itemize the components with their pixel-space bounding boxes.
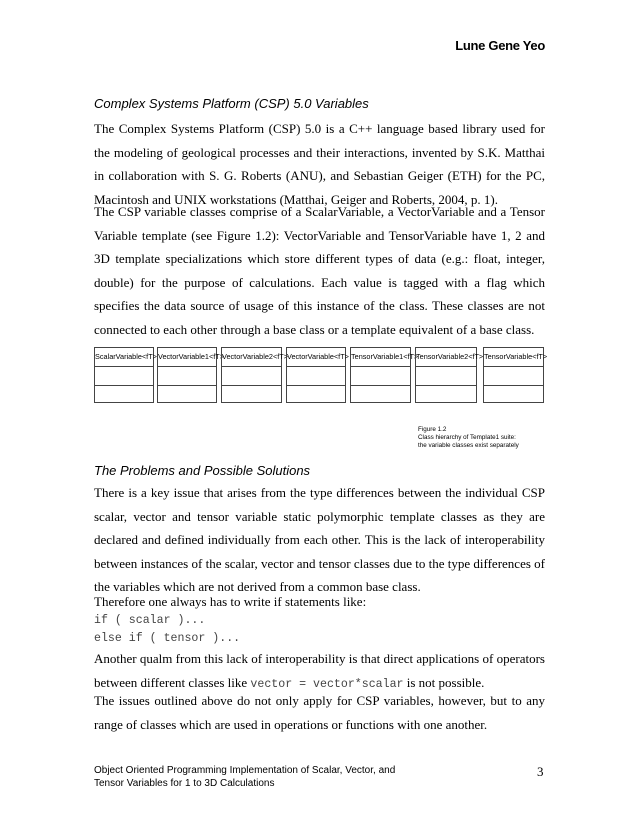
- operators-text: Another qualm from this lack of interoperability is that direct applications of operators between different classes like: [94, 651, 545, 690]
- class-box-label: TensorVariable<fT>: [484, 348, 543, 367]
- class-box-tensor1: [350, 347, 419, 403]
- statement-intro: Therefore one always has to write if statements like:: [94, 594, 367, 609]
- page-number: 3: [537, 764, 544, 779]
- footer-line: Object Oriented Programming Implementation of Scalar, Vector, and: [94, 765, 396, 776]
- code-line-scalar: if ( scalar )...: [94, 614, 206, 627]
- class-box-vector: [286, 347, 349, 403]
- class-box-label: VectorVariable<fT>: [287, 348, 345, 367]
- footer-line: Tensor Variables for 1 to 3D Calculations: [94, 778, 275, 789]
- caption-line: Class hierarchy of Template1 suite:: [418, 434, 516, 441]
- operators-text-end: is not possible.: [403, 674, 485, 690]
- paragraph-csp-classes: The CSP variable classes comprise of a ScalarVariable, a VectorVariable and a Tensor Variable template (see Figure 1.2): VectorVariable and TensorVariable have 1, 2 and 3D template specializations which store different types of data (e.g.: float, integer, double) for the purpose of calculations. Each value is tagged with a flag which specifies the data source of usage of this instance of the class. These classes are not connected to each other through a base class or a template equivalent of a base class.: [94, 204, 545, 337]
- class-box-vector1: [157, 347, 224, 403]
- class-box-tensor2: [415, 347, 484, 403]
- footer-title: [94, 764, 395, 790]
- figure-caption: [418, 426, 519, 450]
- class-box-label: VectorVariable1<fT>: [158, 348, 216, 367]
- caption-title: Figure 1.2: [418, 426, 447, 433]
- section-heading-csp: Complex Systems Platform (CSP) 5.0 Variables: [94, 96, 369, 111]
- paragraph-csp-intro: The Complex Systems Platform (CSP) 5.0 is a C++ language based library used for the modeling of geological processes and their interactions, invented by S.K. Matthai in collaboration with S. G. Roberts (ANU), and Sebastian Geiger (ETH) for the PC, Macintosh and UNIX workstations (Matthai, Geiger and Roberts, 2004, p. 1).: [94, 121, 545, 207]
- caption-line: the variable classes exist separately: [418, 442, 519, 449]
- class-box-label: TensorVariable2<fT>: [416, 348, 476, 367]
- class-box-tensor: [483, 347, 548, 403]
- figure-class-hierarchy: [94, 347, 546, 457]
- class-box-vector2: [221, 347, 288, 403]
- author-name: Lune Gene Yeo: [455, 38, 545, 53]
- class-box-label: TensorVariable1<fT>: [351, 348, 410, 367]
- code-line-tensor: else if ( tensor )...: [94, 632, 241, 645]
- code-inline-expression: vector = vector*scalar: [250, 677, 404, 691]
- section-heading-problems: The Problems and Possible Solutions: [94, 463, 311, 478]
- paragraph-issues-scope: The issues outlined above do not only apply for CSP variables, however, but to any range of classes which are used in operations or functions with one another.: [94, 693, 545, 732]
- class-box-scalar: [94, 347, 157, 403]
- class-box-label: VectorVariable2<fT>: [222, 348, 281, 367]
- class-box-label: ScalarVariable<fT>: [95, 348, 153, 367]
- paragraph-problem-description: There is a key issue that arises from the type differences between the individual CSP scalar, vector and tensor variable static polymorphic template classes as they are declared and defined individually from each other. This is the lack of interoperability between instances of the scalar, vector and tensor classes due to the type differences of the variables which are not derived from a common base class.: [94, 485, 545, 595]
